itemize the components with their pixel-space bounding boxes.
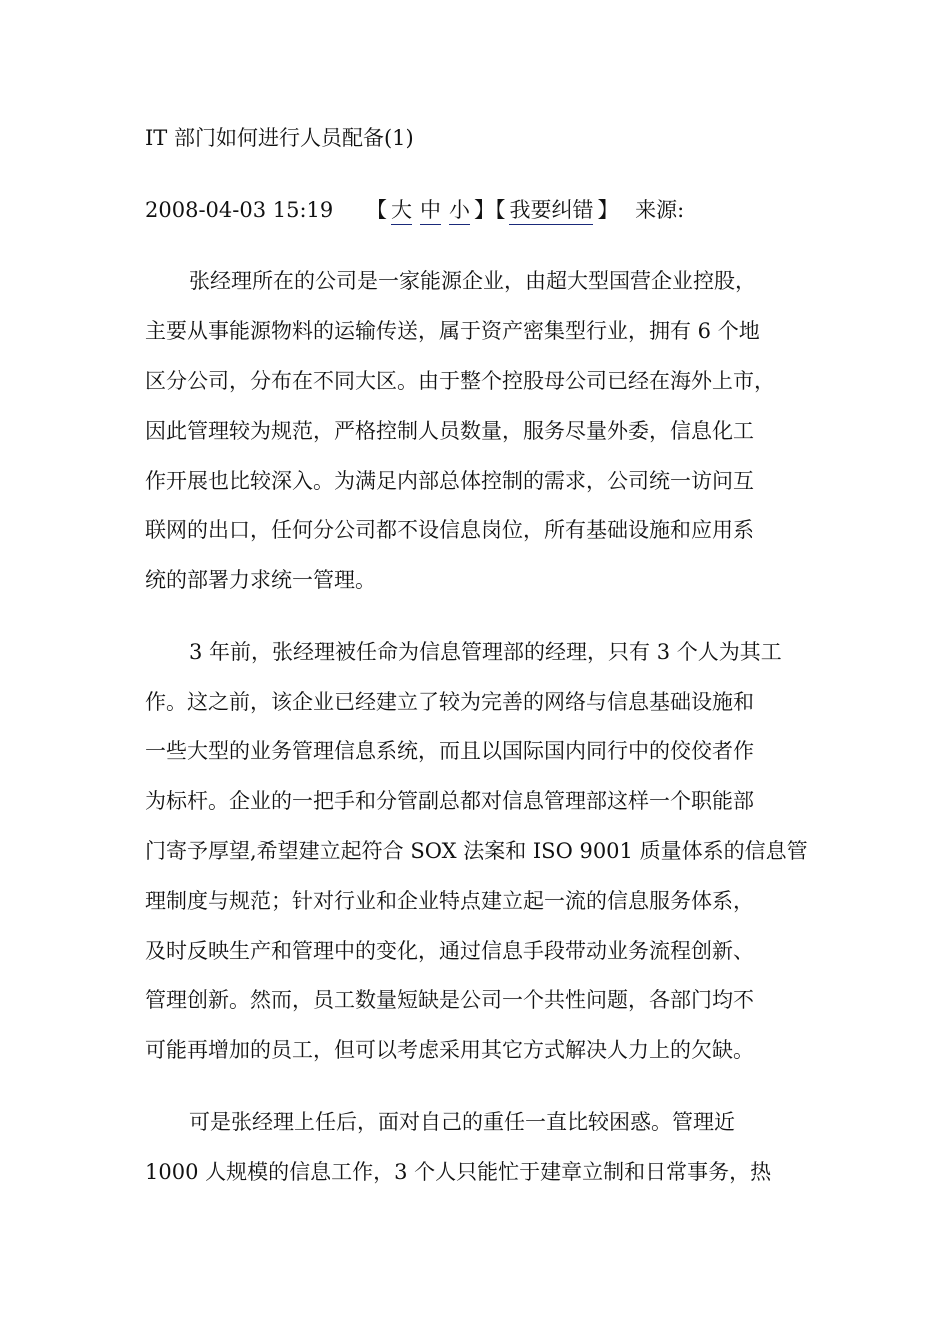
paragraph-1-line-1: 张经理所在的公司是一家能源企业，由超大型国营企业控股， [189,269,756,293]
paragraph-1-line-6: 联网的出口，任何分公司都不设信息岗位，所有基础设施和应用系 [145,518,754,542]
paragraph-2-line-8: 管理创新。然而，员工数量短缺是公司一个共性问题，各部门均不 [145,988,754,1012]
paragraph-1-line-2: 主要从事能源物料的运输传送，属于资产密集型行业，拥有 6 个地 [145,319,760,343]
paragraph-3-line-2: 1000 人规模的信息工作，3 个人只能忙于建章立制和日常事务，热 [145,1160,772,1184]
font-size-open-bracket: 【 [365,198,387,222]
paragraph-1-line-4: 因此管理较为规范，严格控制人员数量，服务尽量外委，信息化工 [145,419,754,443]
report-error-link[interactable]: 我要纠错 [509,198,593,225]
font-size-close-bracket: 】 [473,198,495,222]
font-size-large-link[interactable]: 大 [391,198,412,225]
paragraph-1-line-7: 统的部署力求统一管理。 [145,568,376,592]
paragraph-2-line-1: 3 年前，张经理被任命为信息管理部的经理，只有 3 个人为其工 [189,640,782,664]
paragraph-2-line-4: 为标杆。企业的一把手和分管副总都对信息管理部这样一个职能部 [145,789,754,813]
paragraph-3-line-1: 可是张经理上任后，面对自己的重任一直比较困惑。管理近 [189,1110,735,1134]
article-title: IT 部门如何进行人员配备(1) [145,126,414,150]
font-size-medium-link[interactable]: 中 [420,198,441,225]
paragraph-2-line-9: 可能再增加的员工，但可以考虑采用其它方式解决人力上的欠缺。 [145,1038,754,1062]
paragraph-2-line-6: 理制度与规范；针对行业和企业特点建立起一流的信息服务体系， [145,889,754,913]
paragraph-2-line-2: 作。这之前，该企业已经建立了较为完善的网络与信息基础设施和 [145,690,754,714]
article-meta [145,196,684,224]
font-size-small-link[interactable]: 小 [449,198,470,225]
paragraph-1-line-3: 区分公司，分布在不同大区。由于整个控股母公司已经在海外上市， [145,369,775,393]
report-error-open-bracket: 【 [494,198,506,222]
paragraph-2-line-7: 及时反映生产和管理中的变化，通过信息手段带动业务流程创新、 [145,939,754,963]
publish-date: 2008-04-03 15:19 [145,198,334,222]
paragraph-1-line-5: 作开展也比较深入。为满足内部总体控制的需求，公司统一访问互 [145,469,754,493]
source-label: 来源: [635,198,685,222]
report-error-close-bracket: 】 [597,198,619,222]
paragraph-2-line-5: 门寄予厚望,希望建立起符合 SOX 法案和 ISO 9001 质量体系的信息管 [145,839,808,863]
paragraph-2-line-3: 一些大型的业务管理信息系统，而且以国际国内同行中的佼佼者作 [145,739,754,763]
